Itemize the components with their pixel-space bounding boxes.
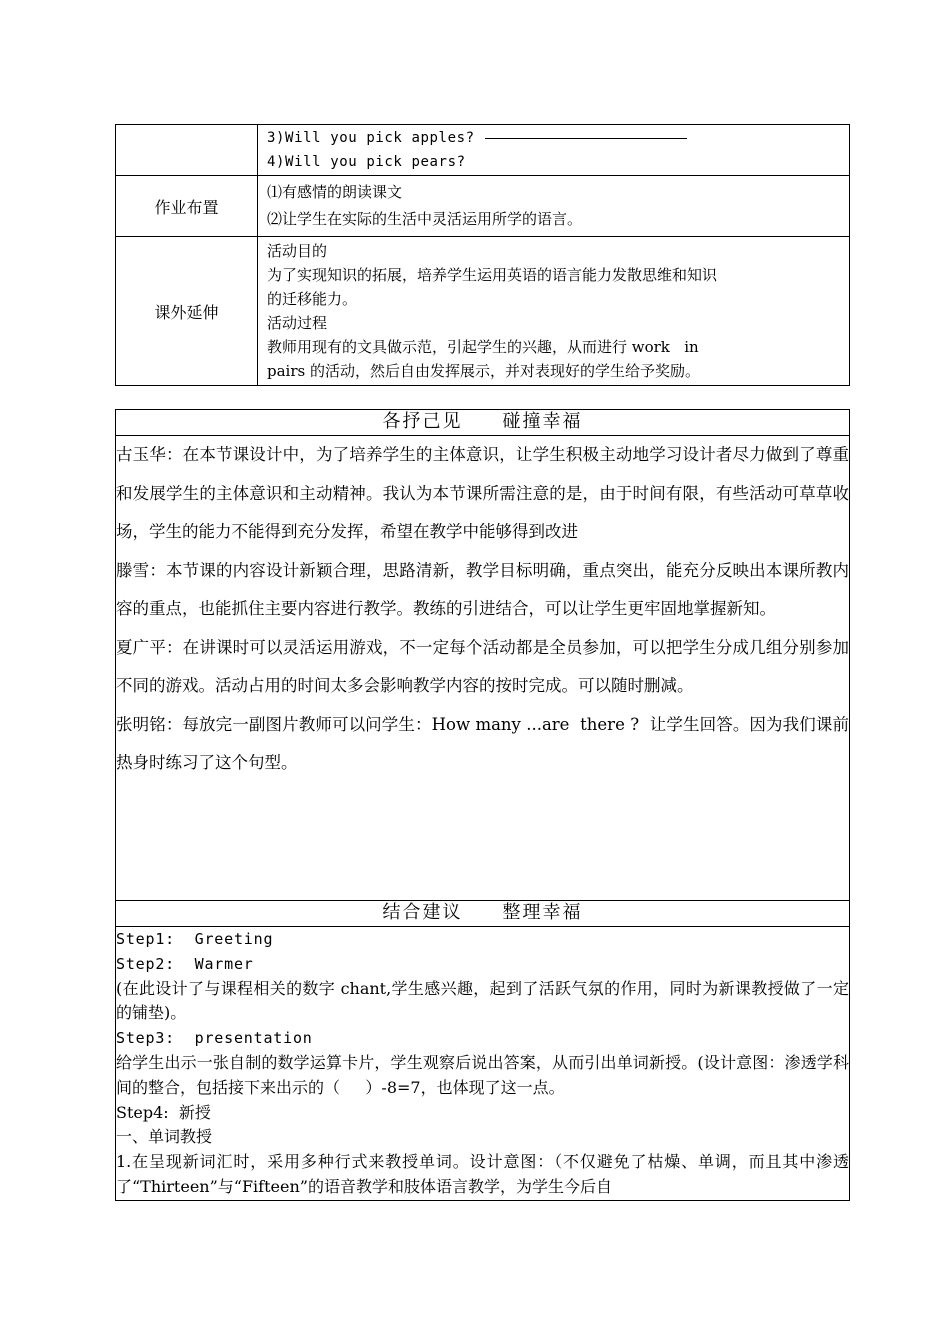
question-3-text: 3)Will you pick apples? <box>267 130 475 146</box>
step-1 <box>116 927 849 952</box>
step-3 <box>116 1026 849 1051</box>
suggestions-body <box>116 927 850 1201</box>
comment-gu: 古玉华：在本节课设计中，为了培养学生的主体意识，让学生积极主动地学习设计者尽力做到了尊重和发展学生的主体意识和主动精神。我认为本节课所需注意的是，由于时间有限，有些活动可草草收场，学生的能力不能得到充分发挥，希望在教学中能够得到改进 <box>116 445 849 541</box>
extension-label: 课外延伸 <box>116 237 258 386</box>
word-teaching-heading: 一、单词教授 <box>116 1127 213 1147</box>
step-1-text: Step1: Greeting <box>116 930 274 948</box>
question-3 <box>267 126 841 150</box>
suggestions-header-row <box>116 901 850 927</box>
opinions-header-row <box>116 410 850 436</box>
opinions-body <box>116 436 850 901</box>
homework-row <box>116 176 850 237</box>
extension-line-6: pairs 的活动，然后自由发挥展示，并对表现好的学生给予奖励。 <box>267 362 700 380</box>
step-3-note: 给学生出示一张自制的数学运算卡片，学生观察后说出答案，从而引出单词新授。(设计意图：渗透学科间的整合，包括接下来出示的（ ）-8=7，也体现了这一点。 <box>116 1052 849 1097</box>
opinions-title-a: 各抒己见 <box>382 411 463 432</box>
suggestions-body-row <box>116 927 850 1201</box>
homework-item-2: ⑵让学生在实际的生活中灵活运用所学的语言。 <box>267 210 583 228</box>
step-2-note: (在此设计了与课程相关的数字 chant,学生感兴趣，起到了活跃气氛的作用，同时为新课教授做了一定的铺垫)。 <box>116 978 849 1023</box>
lesson-table <box>115 124 850 386</box>
suggestions-title <box>116 901 850 927</box>
questions-row <box>116 125 850 176</box>
extension-content <box>258 237 850 386</box>
question-4: 4)Will you pick pears? <box>267 154 466 170</box>
extension-line-4: 活动过程 <box>267 314 328 332</box>
homework-content <box>258 176 850 237</box>
opinions-title <box>116 410 850 436</box>
suggestions-title-a: 结合建议 <box>382 902 463 923</box>
extension-line-3: 的迁移能力。 <box>267 290 358 308</box>
extension-line-1: 活动目的 <box>267 242 328 260</box>
questions-label-cell <box>116 125 258 176</box>
step-2 <box>116 952 849 977</box>
word-teaching-point-1: 1.在呈现新词汇时，采用多种行式来教授单词。设计意图：（不仅避免了枯燥、单调，而且其中渗透了“Thirteen”与“Fifteen”的语音教学和肢体语言教学，为学生今后自 <box>116 1152 849 1196</box>
homework-item-1: ⑴有感情的朗读课文 <box>267 183 403 201</box>
extension-line-2: 为了实现知识的拓展，培养学生运用英语的语言能力发散思维和知识 <box>267 266 718 284</box>
suggestions-title-b: 整理幸福 <box>502 902 583 923</box>
comment-zhang: 张明铭：每放完一副图片教师可以问学生：How many ...are there ? 让学生回答。因为我们课前热身时练习了这个句型。 <box>116 714 849 772</box>
homework-label: 作业布置 <box>116 176 258 237</box>
opinions-title-b: 碰撞幸福 <box>502 411 583 432</box>
questions-content-cell <box>258 125 850 176</box>
comment-teng: 滕雪：本节课的内容设计新颖合理，思路清新，教学目标明确，重点突出，能充分反映出本课所教内容的重点，也能抓住主要内容进行教学。教练的引进结合，可以让学生更牢固地掌握新知。 <box>116 560 849 618</box>
extension-row <box>116 237 850 386</box>
extension-line-5: 教师用现有的文具做示范，引起学生的兴趣，从而进行 work in <box>267 338 699 356</box>
opinions-body-row <box>116 436 850 901</box>
step-4: Step4: 新授 <box>116 1102 211 1122</box>
step-3-text: Step3: presentation <box>116 1029 313 1048</box>
comment-xia: 夏广平：在讲课时可以灵活运用游戏，不一定每个活动都是全员参加，可以把学生分成几组分别参加不同的游戏。活动占用的时间太多会影响教学内容的按时完成。可以随时删减。 <box>116 637 849 695</box>
review-table <box>115 409 850 1201</box>
answer-blank-line <box>485 137 687 139</box>
step-2-text: Step2: Warmer <box>116 954 254 973</box>
